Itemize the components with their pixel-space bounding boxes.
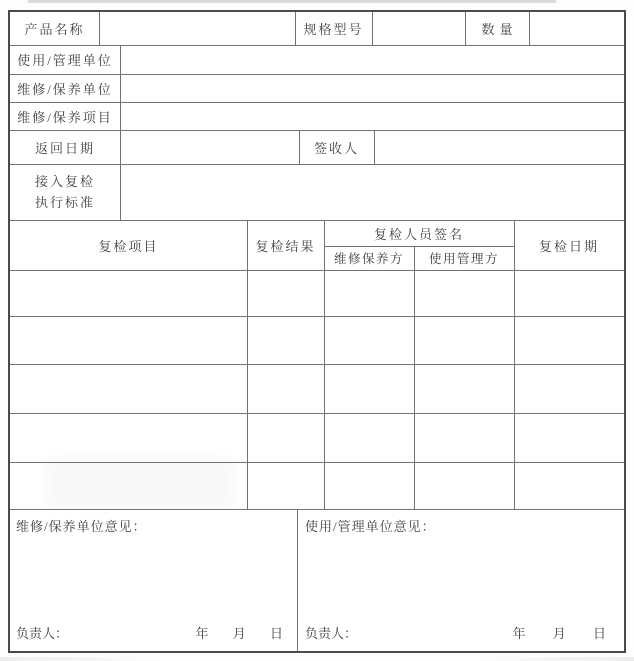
scan-artifact-bottom xyxy=(0,657,634,661)
spec-model-value-cell xyxy=(372,12,465,45)
reinspect-signature-repair-header: 维修保养方 xyxy=(333,252,404,266)
return-date-label: 返回日期 xyxy=(34,140,95,156)
year-label: 年 xyxy=(195,625,209,641)
recipient-label: 签收人 xyxy=(313,140,359,156)
reinspection-empty-rows xyxy=(10,270,624,509)
use-manage-unit-label: 使用/管理单位 xyxy=(17,53,113,68)
repair-unit-opinion-label: 维修/保养单位意见： xyxy=(16,519,147,534)
quantity-label: 数量 xyxy=(481,22,518,37)
day-label: 日 xyxy=(269,625,283,641)
repair-maintain-unit-label: 维修/保养单位 xyxy=(17,81,113,97)
reinspect-signature-group-header: 复检人员签名 xyxy=(373,226,464,242)
use-unit-sign-row xyxy=(297,620,624,644)
reinspect-date-header: 复检日期 xyxy=(538,238,599,254)
use-unit-opinion-label: 使用/管理单位意见： xyxy=(305,519,436,534)
use-date-line xyxy=(512,623,606,642)
product-name-value-cell xyxy=(99,12,295,45)
repair-date-line xyxy=(195,623,283,642)
reinspection-standard-line1: 接入复检 xyxy=(34,174,95,189)
reinspection-standard-label xyxy=(10,164,120,220)
use-manage-unit-value-cell xyxy=(120,45,624,74)
return-date-value-cell xyxy=(120,130,299,164)
reinspection-standard-line2: 执行标准 xyxy=(34,195,95,210)
reinspect-item-header: 复检项目 xyxy=(98,238,159,254)
month-label: 月 xyxy=(552,625,566,641)
recipient-value-cell xyxy=(374,130,624,164)
use-responsible-person-label: 负责人： xyxy=(305,625,358,641)
maintenance-reinspection-form xyxy=(8,10,626,653)
repair-maintain-unit-value-cell xyxy=(120,74,624,102)
quantity-value-cell xyxy=(529,12,624,45)
reinspect-signature-use-header: 使用管理方 xyxy=(428,252,499,266)
repair-unit-sign-row xyxy=(10,620,297,644)
month-label: 月 xyxy=(232,625,246,641)
scan-artifact-top xyxy=(28,0,556,3)
reinspect-result-header: 复检结果 xyxy=(255,238,316,254)
day-label: 日 xyxy=(592,625,606,641)
reinspection-standard-value-cell xyxy=(120,164,624,220)
repair-maintain-items-label: 维修/保养项目 xyxy=(17,109,113,125)
year-label: 年 xyxy=(512,625,526,641)
repair-maintain-items-value-cell xyxy=(120,102,624,130)
product-name-label: 产品名称 xyxy=(24,22,85,37)
spec-model-label: 规格型号 xyxy=(303,22,364,37)
repair-responsible-person-label: 负责人： xyxy=(16,625,69,641)
